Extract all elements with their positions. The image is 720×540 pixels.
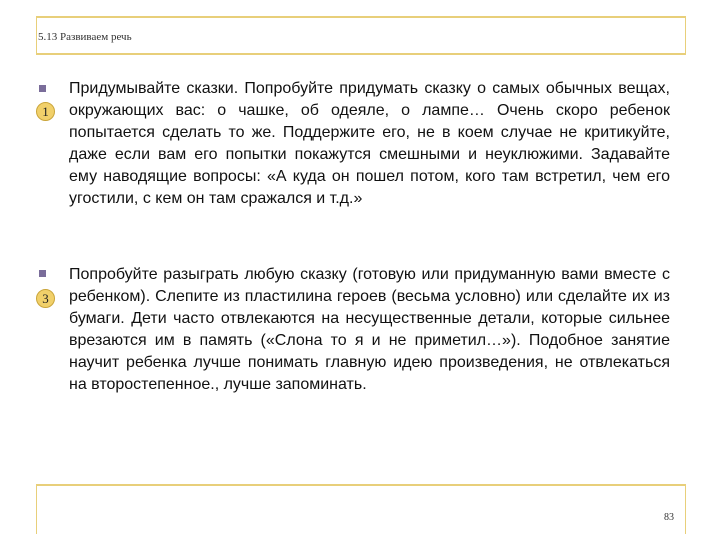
paragraph-1: Придумывайте сказки. Попробуйте придумать сказку о самых обычных вещах, окружающих вас: о чашке, об одеяле, о лампе… Очень скоро ребенок попытается сделать то же. Поддержите его, не в коем случае не критикуйте, даже если вам его попытки покажутся смешными и неуклюжими. Задавайте ему наводящие вопросы: «А куда он пошел потом, кого там встретил, чем его угостили, с кем он там сражался и т.д.»: [69, 80, 670, 207]
bullet-1: [39, 85, 46, 92]
header-bottom-rule: [36, 53, 686, 55]
number-badge-3: 3: [36, 289, 55, 308]
footer-left-line: [36, 484, 37, 534]
header-left-line: [36, 16, 37, 54]
bullet-2: [39, 270, 46, 277]
page-number: 83: [664, 512, 674, 523]
slide-title: 5.13 Развиваем речь: [38, 31, 132, 43]
footer-rule: [36, 484, 686, 486]
top-rule: [36, 16, 686, 18]
footer-right-line: [685, 484, 686, 534]
number-badge-1: 1: [36, 102, 55, 121]
header-right-line: [685, 16, 686, 54]
paragraph-2: Попробуйте разыграть любую сказку (готовую или придуманную вами вместе с ребенком). Слепите из пластилина героев (весьма условно) или сделайте их из бумаги. Дети часто отвлекаются на несущественные детали, которые сильнее врезаются им в память («Слона то я и не приметил…»). Подобное занятие научит ребенка лучше понимать главную идею произведения, не отвлекаться на второстепенное., лучше запоминать.: [69, 266, 670, 393]
